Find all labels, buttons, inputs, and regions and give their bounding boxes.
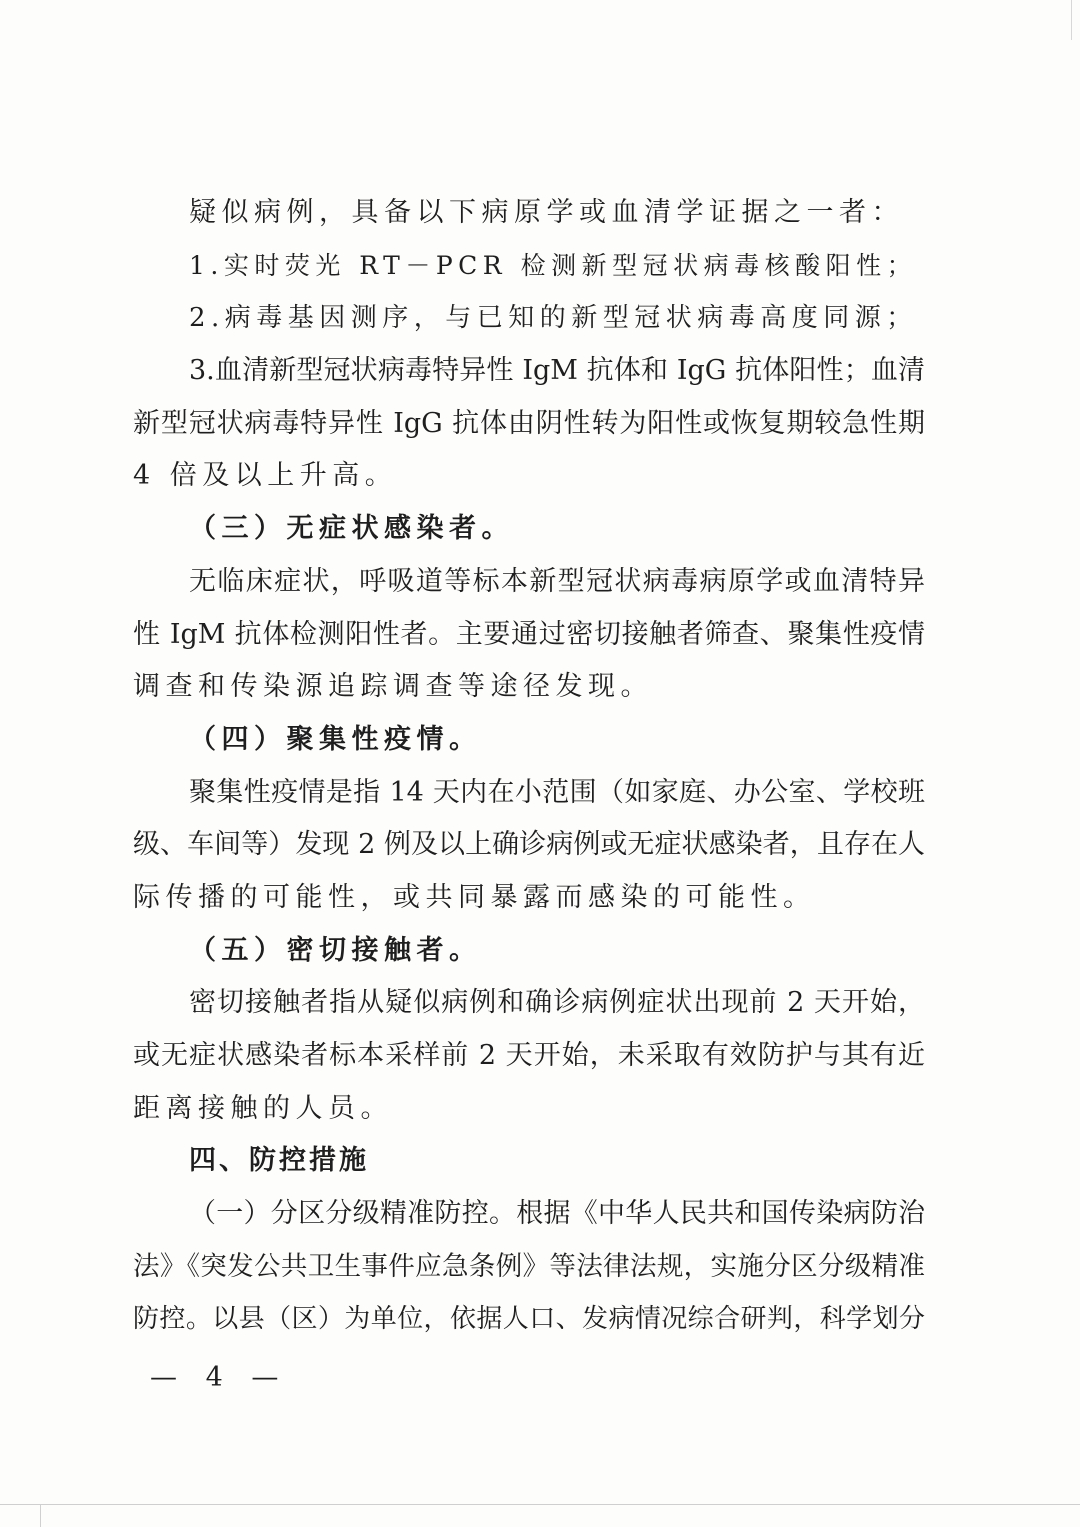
text-line: （一）分区分级精准防控。根据《中华人民共和国传染病防治: [189, 1198, 925, 1230]
text-line: 调查和传染源追踪调查等途径发现。: [133, 671, 653, 703]
chapter-heading: 四、防控措施: [189, 1145, 369, 1177]
list-item: 3.血清新型冠状病毒特异性 IgM 抗体和 IgG 抗体阳性；血清: [189, 355, 925, 387]
page-number: — 4 —: [150, 1362, 289, 1393]
scan-edge-line: [40, 1505, 41, 1527]
text-line: 聚集性疫情是指 14 天内在小范围（如家庭、办公室、学校班: [189, 776, 925, 808]
scan-edge-line: [1071, 0, 1072, 40]
text-line: 无临床症状，呼吸道等标本新型冠状病毒病原学或血清特异: [189, 565, 925, 597]
text-line: 法》《突发公共卫生事件应急条例》等法律法规，实施分区分级精准: [133, 1250, 925, 1282]
scan-edge-line: [0, 1504, 1080, 1505]
text-line: 防控。以县（区）为单位，依据人口、发病情况综合研判，科学划分: [133, 1304, 925, 1335]
text-line: 密切接触者指从疑似病例和确诊病例症状出现前 2 天开始，: [189, 987, 925, 1019]
text-line: 疑似病例，具备以下病原学或血清学证据之一者：: [189, 197, 904, 228]
text-line: 际传播的可能性，或共同暴露而感染的可能性。: [133, 881, 816, 913]
text-line: 距离接触的人员。: [133, 1092, 393, 1124]
section-heading: （五）密切接触者。: [189, 934, 482, 966]
text-line: 新型冠状病毒特异性 IgG 抗体由阴性转为阳性或恢复期较急性期: [133, 407, 925, 439]
text-line: 或无症状感染者标本采样前 2 天开始，未采取有效防护与其有近: [133, 1040, 925, 1071]
text-line: 4 倍及以上升高。: [133, 460, 398, 492]
list-item: 2.病毒基因测序，与已知的新型冠状病毒高度同源；: [189, 303, 918, 334]
document-body: [133, 187, 925, 1346]
list-item: 1.实时荧光 RT－PCR 检测新型冠状病毒核酸阳性；: [189, 250, 918, 280]
text-line: 级、车间等）发现 2 例及以上确诊病例或无症状感染者，且存在人: [133, 829, 925, 861]
text-line: 性 IgM 抗体检测阳性者。主要通过密切接触者筛查、聚集性疫情: [133, 618, 925, 650]
section-heading: （三）无症状感染者。: [189, 513, 514, 545]
section-heading: （四）聚集性疫情。: [189, 723, 482, 755]
